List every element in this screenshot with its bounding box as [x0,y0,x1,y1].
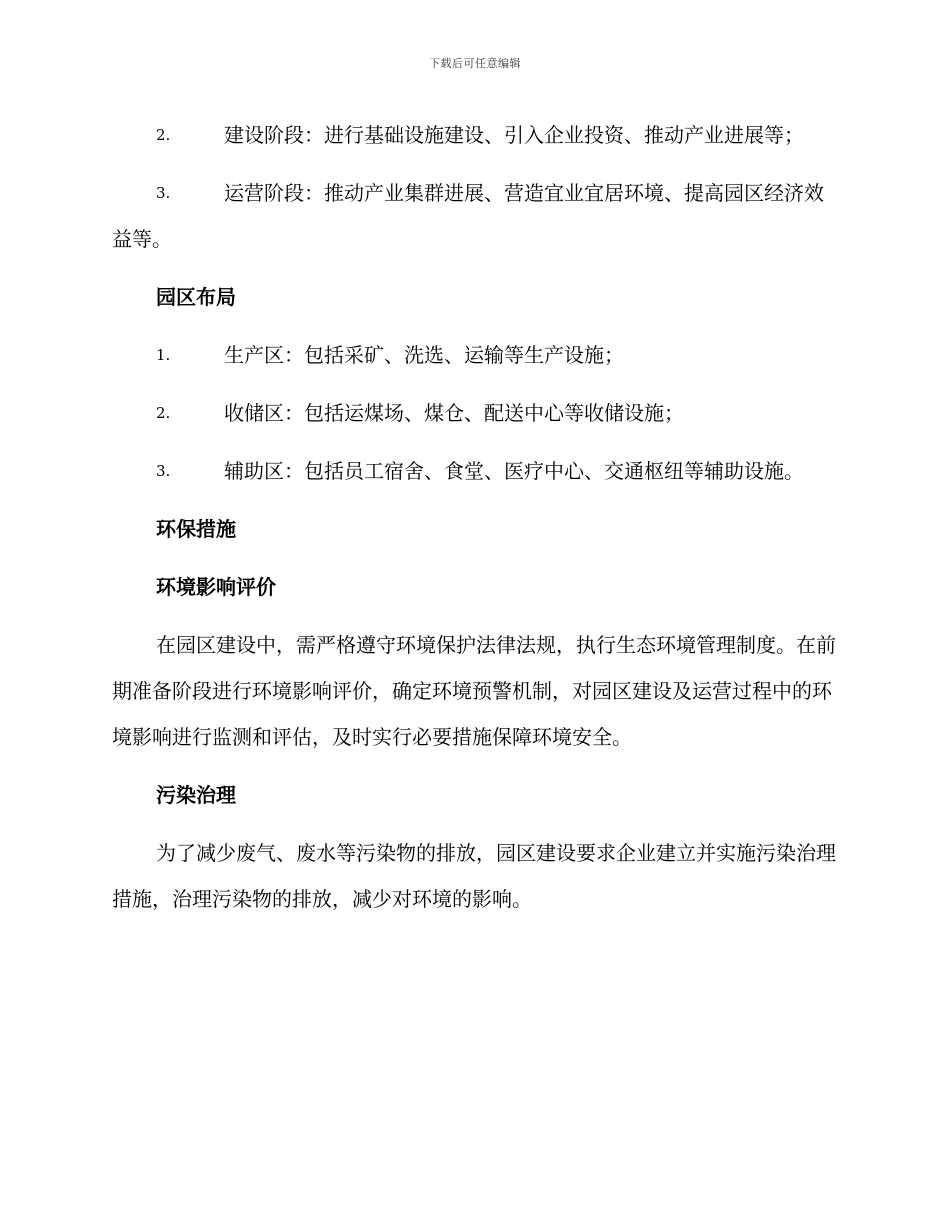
page-header: 下载后可任意编辑 [429,57,521,70]
document-body [112,112,836,934]
paragraph-env-impact: 在园区建设中，需严格遵守环境保护法律法规，执行生态环境管理制度。在前期准备阶段进行环境影响评价，确定环境预警机制，对园区建设及运营过程中的环境影响进行监测和评估，及时实行必要措施保障环境安全。 [112,633,836,749]
list-item-text: 运营阶段：推动产业集群进展、营造宜业宜居环境、提高园区经济效益等。 [112,181,824,251]
list-item-text: 建设阶段：进行基础设施建设、引入企业投资、推动产业进展等； [224,123,804,147]
list-item-auxiliary-zone [112,448,836,494]
list-item-construction-stage [112,112,836,158]
subheading-pollution-control: 污染治理 [156,783,236,807]
list-item-text: 收储区：包括运煤场、煤仓、配送中心等收储设施； [224,401,684,425]
list-number: 3. [156,184,171,202]
subheading-env-impact: 环境影响评价 [156,575,276,599]
section-heading-park-layout: 园区布局 [156,285,236,309]
list-number: 3. [156,462,171,480]
list-item-storage-zone [112,390,836,436]
list-item-operation-stage [112,170,836,262]
list-number: 2. [156,126,171,144]
list-item-text: 生产区：包括采矿、洗选、运输等生产设施； [224,343,624,367]
paragraph-pollution-control: 为了减少废气、废水等污染物的排放，园区建设要求企业建立并实施污染治理措施，治理污染物的排放，减少对环境的影响。 [112,841,836,911]
list-item-production-zone [112,332,836,378]
section-heading-env-measures: 环保措施 [156,517,236,541]
list-number: 1. [156,346,171,364]
list-item-text: 辅助区：包括员工宿舍、食堂、医疗中心、交通枢纽等辅助设施。 [224,459,804,483]
list-number: 2. [156,404,171,422]
